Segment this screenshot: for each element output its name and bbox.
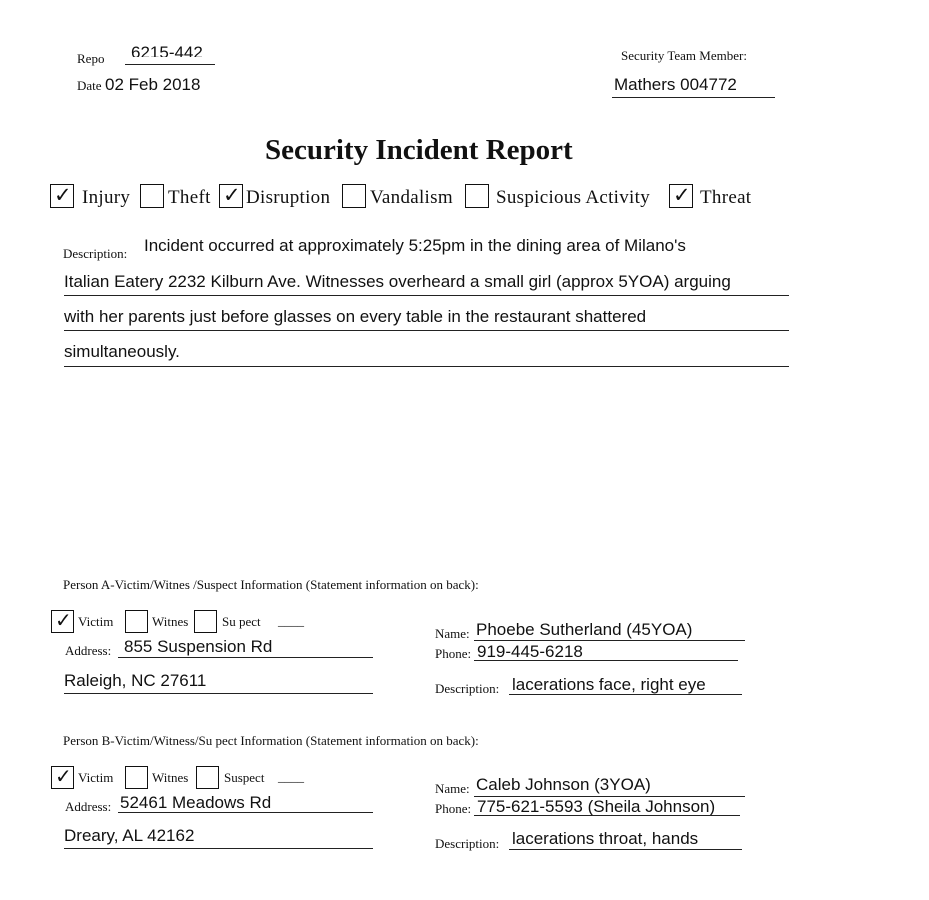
person-a-role-blank: ____ xyxy=(278,613,304,628)
person-b-phone-value: 775-621-5593 (Sheila Johnson) xyxy=(477,797,716,816)
security-team-member-label: Security Team Member: xyxy=(621,48,747,63)
category-suspicious-activity-label: Suspicious Activity xyxy=(496,187,651,208)
person-a-name-label: Name: xyxy=(435,626,470,641)
category-theft-label: Theft xyxy=(168,187,211,208)
person-b-victim-label: Victim xyxy=(78,770,114,785)
description-line: with her parents just before glasses on every table in the restaurant shattered xyxy=(64,307,647,326)
person-a-witness-checkbox[interactable] xyxy=(125,610,148,633)
category-vandalism-checkbox[interactable] xyxy=(342,184,366,208)
description-rule xyxy=(64,295,789,296)
category-threat-checkbox[interactable] xyxy=(669,184,693,208)
description-label: Description: xyxy=(63,246,128,261)
description-line: simultaneously. xyxy=(64,342,180,361)
report-number-value: 6215-442 xyxy=(131,43,203,57)
category-vandalism-label: Vandalism xyxy=(370,187,453,208)
person-a-description-label: Description: xyxy=(435,681,500,696)
person-a-address-line2: Raleigh, NC 27611 xyxy=(64,671,207,690)
person-a-description-value: lacerations face, right eye xyxy=(512,675,706,694)
person-a-name-rule xyxy=(474,640,745,641)
report-number-line xyxy=(125,64,215,65)
checkmark-icon: ✓ xyxy=(55,764,72,788)
person-a-phone-value: 919-445-6218 xyxy=(477,642,583,661)
person-b-name-label: Name: xyxy=(435,781,470,796)
person-a-suspect-checkbox[interactable] xyxy=(194,610,217,633)
person-a-heading: Person A-Victim/Witnes /Suspect Information (Statement information on back): xyxy=(63,577,479,592)
person-b-heading: Person B-Victim/Witness/Su pect Information (Statement information on back): xyxy=(63,733,479,748)
person-b-name-value: Caleb Johnson (3YOA) xyxy=(476,775,651,794)
person-a-address-rule xyxy=(118,657,373,658)
person-b-witness-label: Witnes xyxy=(152,770,189,785)
description-rule xyxy=(64,366,789,367)
person-a-phone-rule xyxy=(474,660,738,661)
person-a-phone-label: Phone: xyxy=(435,646,472,661)
checkmark-icon: ✓ xyxy=(55,608,72,632)
person-b-suspect-checkbox[interactable] xyxy=(196,766,219,789)
person-a-witness-label: Witnes xyxy=(152,614,189,629)
person-b-address-line2: Dreary, AL 42162 xyxy=(64,826,195,845)
person-b-description-value: lacerations throat, hands xyxy=(512,829,699,848)
person-b-address-rule xyxy=(118,812,373,813)
person-a-victim-checkbox[interactable] xyxy=(51,610,74,633)
person-b-witness-checkbox[interactable] xyxy=(125,766,148,789)
person-a-address-rule xyxy=(64,693,373,694)
page-title: Security Incident Report xyxy=(265,134,573,166)
person-b-victim-checkbox[interactable] xyxy=(51,766,74,789)
person-b-address-line1: 52461 Meadows Rd xyxy=(120,793,272,812)
date-label: Date xyxy=(77,78,102,93)
person-b-address-rule xyxy=(64,848,373,849)
description-line: Italian Eatery 2232 Kilburn Ave. Witnesses overheard a small girl (approx 5YOA) arguing xyxy=(64,272,731,291)
category-injury-checkbox[interactable] xyxy=(50,184,74,208)
category-disruption-label: Disruption xyxy=(246,187,331,208)
category-threat-label: Threat xyxy=(700,187,752,208)
category-disruption-checkbox[interactable] xyxy=(219,184,243,208)
security-team-member-line xyxy=(612,97,775,98)
security-team-member-value: Mathers 004772 xyxy=(614,75,737,94)
checkmark-icon: ✓ xyxy=(54,183,72,207)
person-a-description-rule xyxy=(509,694,742,695)
category-injury-label: Injury xyxy=(82,187,131,208)
person-a-name-value: Phoebe Sutherland (45YOA) xyxy=(476,620,693,639)
date-value: 02 Feb 2018 xyxy=(105,75,201,94)
person-b-description-label: Description: xyxy=(435,836,500,851)
person-a-suspect-label: Su pect xyxy=(222,614,261,629)
person-b-phone-label: Phone: xyxy=(435,801,472,816)
person-b-role-blank: ____ xyxy=(278,769,304,784)
person-a-victim-label: Victim xyxy=(78,614,114,629)
person-b-address-label: Address: xyxy=(65,799,112,814)
description-line: Incident occurred at approximately 5:25pm in the dining area of Milano's xyxy=(144,236,686,255)
person-a-address-line1: 855 Suspension Rd xyxy=(124,637,273,656)
person-a-address-label: Address: xyxy=(65,643,112,658)
person-b-phone-rule xyxy=(474,815,740,816)
category-suspicious-activity-checkbox[interactable] xyxy=(465,184,489,208)
person-b-description-rule xyxy=(509,849,742,850)
person-b-suspect-label: Suspect xyxy=(224,770,265,785)
checkmark-icon: ✓ xyxy=(673,183,691,207)
report-number-label: Repo xyxy=(77,51,105,66)
category-theft-checkbox[interactable] xyxy=(140,184,164,208)
checkmark-icon: ✓ xyxy=(223,183,241,207)
description-rule xyxy=(64,330,789,331)
